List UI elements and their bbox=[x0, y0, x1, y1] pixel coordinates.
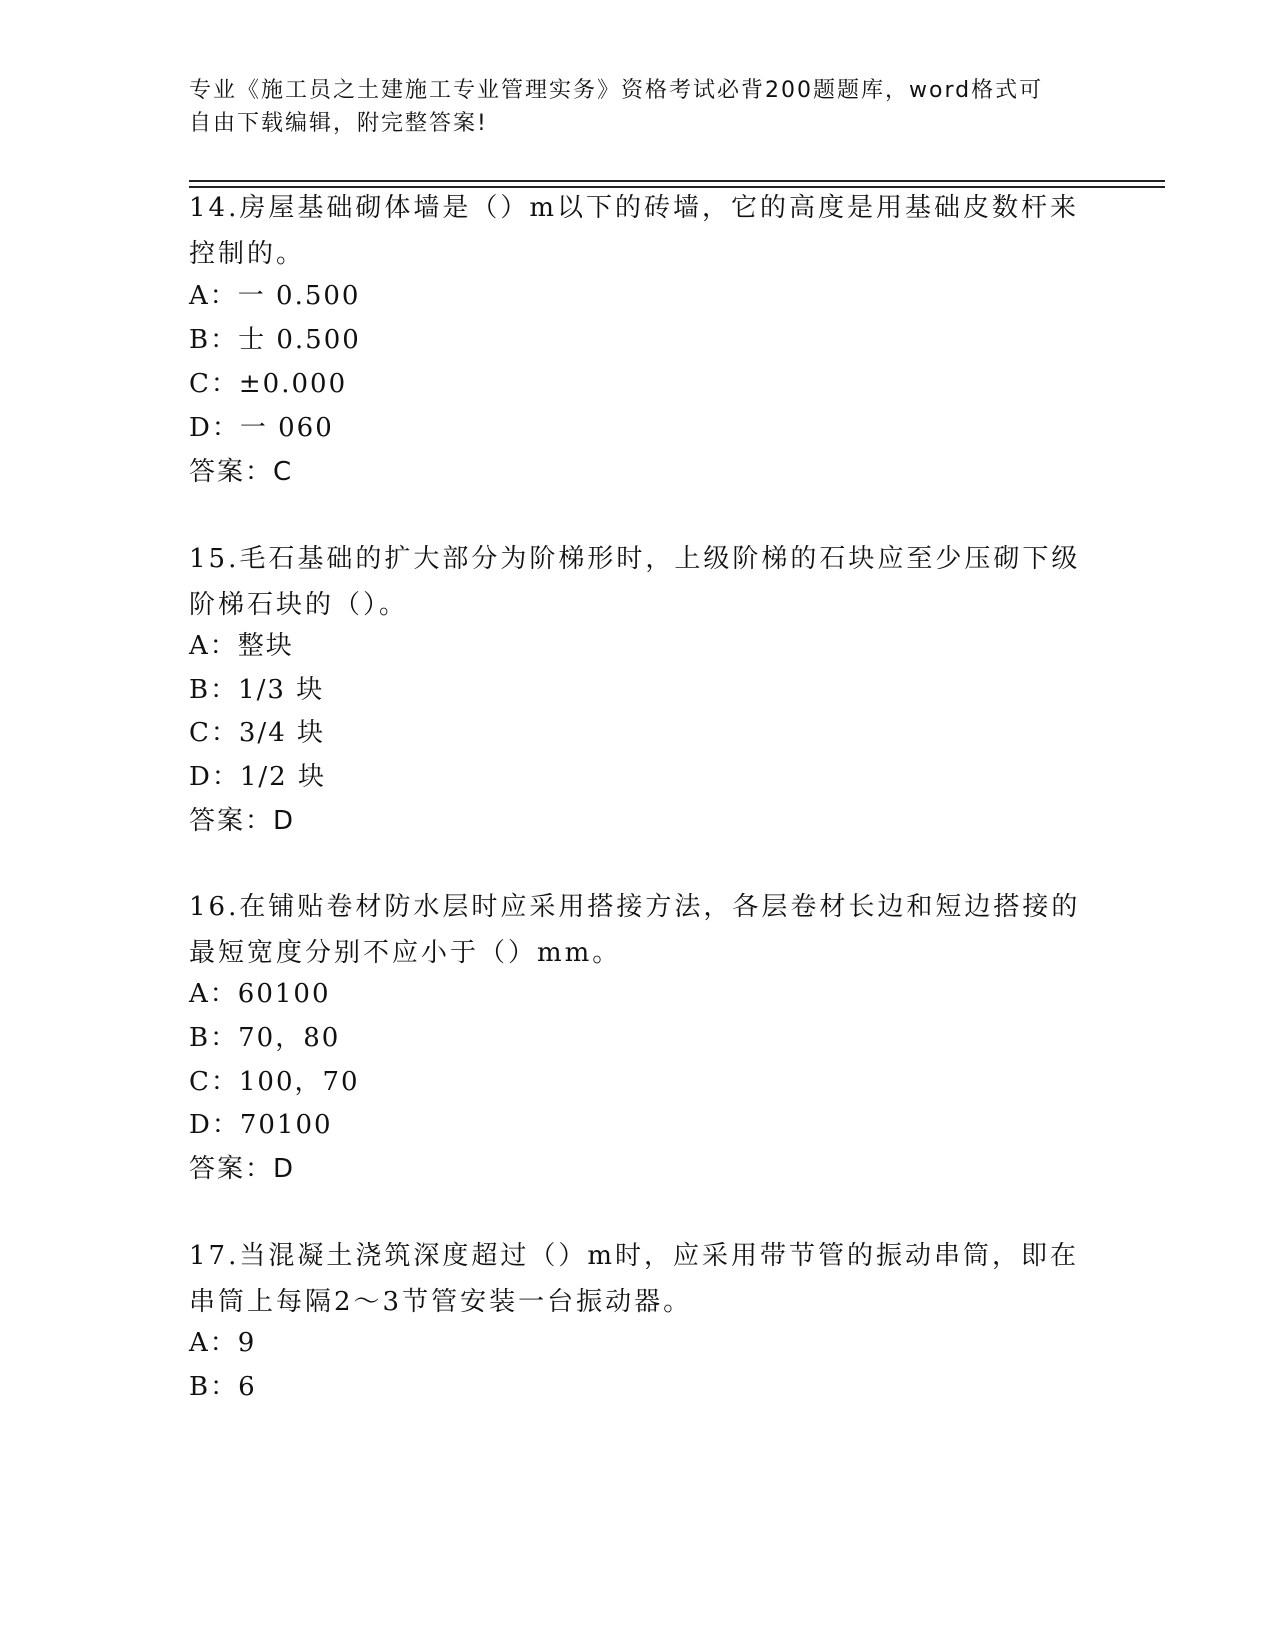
document-header bbox=[189, 74, 1089, 140]
question-line: 14.房屋基础砌体墙是（）m以下的砖墙，它的高度是用基础皮数杆来 bbox=[189, 193, 1080, 223]
question-line: 控制的。 bbox=[189, 239, 306, 269]
question-line: 17.当混凝土浇筑深度超过（）m时，应采用带节管的振动串筒，即在 bbox=[189, 1241, 1080, 1271]
question-14-option-c: C：±0.000 bbox=[189, 369, 348, 399]
question-line: 15.毛石基础的扩大部分为阶梯形时，上级阶梯的石块应至少压砌下级 bbox=[189, 544, 1081, 574]
question-17-text bbox=[189, 1233, 1089, 1325]
question-16-option-a: A：60100 bbox=[189, 979, 331, 1009]
question-14-option-a: A：一 0.500 bbox=[189, 281, 361, 311]
question-line: 16.在铺贴卷材防水层时应采用搭接方法，各层卷材长边和短边搭接的 bbox=[189, 892, 1081, 922]
question-15-option-b: B：1/3 块 bbox=[189, 675, 325, 705]
question-15-option-c: C：3/4 块 bbox=[189, 718, 326, 748]
question-16-option-b: B：70，80 bbox=[189, 1023, 341, 1053]
question-14-option-d: D：一 060 bbox=[189, 413, 334, 443]
question-16-answer: 答案：D bbox=[189, 1154, 296, 1184]
question-17-option-b: B：6 bbox=[189, 1372, 257, 1402]
question-15-option-d: D：1/2 块 bbox=[189, 762, 326, 792]
question-14-option-b: B：士 0.500 bbox=[189, 325, 361, 355]
header-divider-top bbox=[189, 180, 1165, 182]
question-16-option-d: D：70100 bbox=[189, 1110, 333, 1140]
question-14-answer: 答案：C bbox=[189, 457, 294, 487]
question-line: 最短宽度分别不应小于（）mm。 bbox=[189, 938, 622, 968]
question-line: 阶梯石块的（）。 bbox=[189, 590, 409, 620]
header-line-2: 自由下载编辑，附完整答案! bbox=[189, 111, 488, 136]
question-17-option-a: A：9 bbox=[189, 1328, 257, 1358]
question-15-option-a: A：整块 bbox=[189, 631, 294, 661]
header-line-1: 专业《施工员之土建施工专业管理实务》资格考试必背200题题库，word格式可 bbox=[189, 78, 1044, 103]
question-line: 串筒上每隔2～3节管安装一台振动器。 bbox=[189, 1287, 693, 1317]
question-15-answer: 答案：D bbox=[189, 806, 296, 836]
question-16-text bbox=[189, 884, 1089, 976]
question-14-text bbox=[189, 185, 1089, 277]
question-15-text bbox=[189, 536, 1089, 628]
question-16-option-c: C：100，70 bbox=[189, 1067, 360, 1097]
